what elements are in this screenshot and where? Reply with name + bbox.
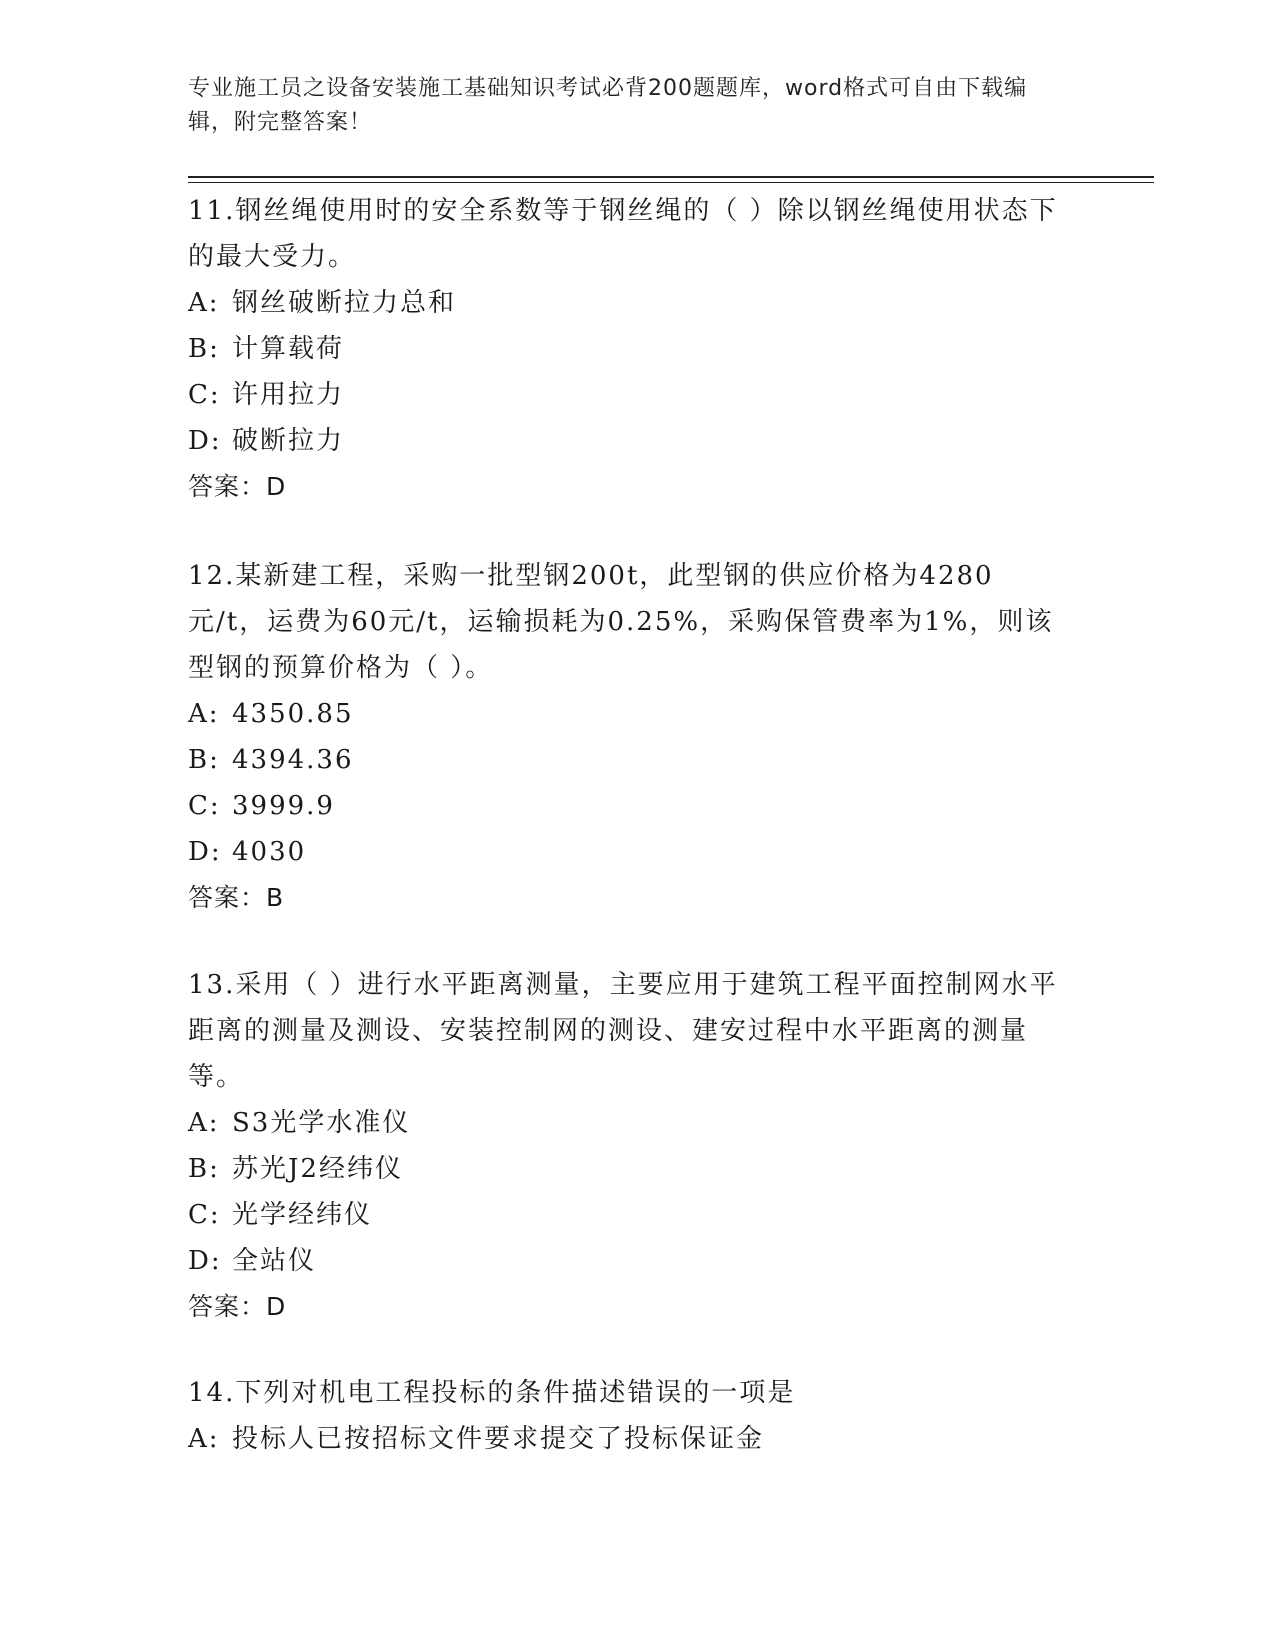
option-c [188, 783, 1068, 829]
option-text: 苏光J2经纬仪 [232, 1154, 403, 1184]
option-letter: B: [188, 745, 220, 775]
option-a [188, 280, 1068, 326]
header-title: 专业施工员之设备安装施工基础知识考试必背200题题库，word格式可自由下载编辑，附完整答案！ [188, 76, 1028, 135]
option-letter: B: [188, 334, 220, 364]
option-text: 4350.85 [232, 699, 354, 729]
option-text: 4030 [232, 837, 307, 867]
document-header [188, 72, 1068, 140]
option-d [188, 418, 1068, 464]
answer: 答案：D [188, 472, 287, 501]
question-11 [188, 188, 1068, 510]
option-letter: D: [188, 426, 222, 456]
option-letter: C: [188, 380, 221, 410]
option-letter: A: [188, 699, 220, 729]
option-letter: B: [188, 1154, 220, 1184]
option-d [188, 829, 1068, 875]
question-stem: 13.采用（ ）进行水平距离测量，主要应用于建筑工程平面控制网水平距离的测量及测设、安装控制网的测设、建安过程中水平距离的测量等。 [188, 970, 1058, 1092]
answer: 答案：D [188, 1292, 287, 1321]
option-letter: A: [188, 288, 220, 318]
option-letter: D: [188, 1246, 222, 1276]
option-letter: C: [188, 1200, 221, 1230]
option-letter: A: [188, 1108, 220, 1138]
option-text: S3光学水准仪 [232, 1108, 411, 1138]
question-stem: 12.某新建工程，采购一批型钢200t，此型钢的供应价格为4280元/t，运费为60元/t，运输损耗为0.25%，采购保管费率为1%，则该型钢的预算价格为（ ）。 [188, 561, 1054, 683]
option-text: 计算载荷 [232, 334, 345, 364]
option-text: 光学经纬仪 [232, 1200, 373, 1230]
question-stem: 14.下列对机电工程投标的条件描述错误的一项是 [188, 1378, 796, 1408]
header-divider-thick [188, 176, 1154, 178]
question-14 [188, 1370, 1068, 1462]
option-text: 3999.9 [232, 791, 335, 821]
question-12 [188, 553, 1068, 921]
option-a [188, 1416, 1068, 1462]
option-b [188, 1146, 1068, 1192]
option-b [188, 737, 1068, 783]
option-text: 破断拉力 [232, 426, 345, 456]
option-a [188, 1100, 1068, 1146]
option-d [188, 1238, 1068, 1284]
option-letter: C: [188, 791, 221, 821]
option-text: 4394.36 [232, 745, 354, 775]
option-c [188, 372, 1068, 418]
option-b [188, 326, 1068, 372]
option-text: 钢丝破断拉力总和 [232, 288, 457, 318]
option-text: 全站仪 [232, 1246, 317, 1276]
question-stem: 11.钢丝绳使用时的安全系数等于钢丝绳的（ ）除以钢丝绳使用状态下的最大受力。 [188, 196, 1058, 272]
option-a [188, 691, 1068, 737]
option-letter: A: [188, 1424, 220, 1454]
question-13 [188, 962, 1068, 1330]
option-c [188, 1192, 1068, 1238]
answer: 答案：B [188, 883, 285, 912]
option-text: 许用拉力 [232, 380, 345, 410]
option-text: 投标人已按招标文件要求提交了投标保证金 [232, 1424, 765, 1454]
header-divider-thin [188, 182, 1154, 183]
option-letter: D: [188, 837, 222, 867]
